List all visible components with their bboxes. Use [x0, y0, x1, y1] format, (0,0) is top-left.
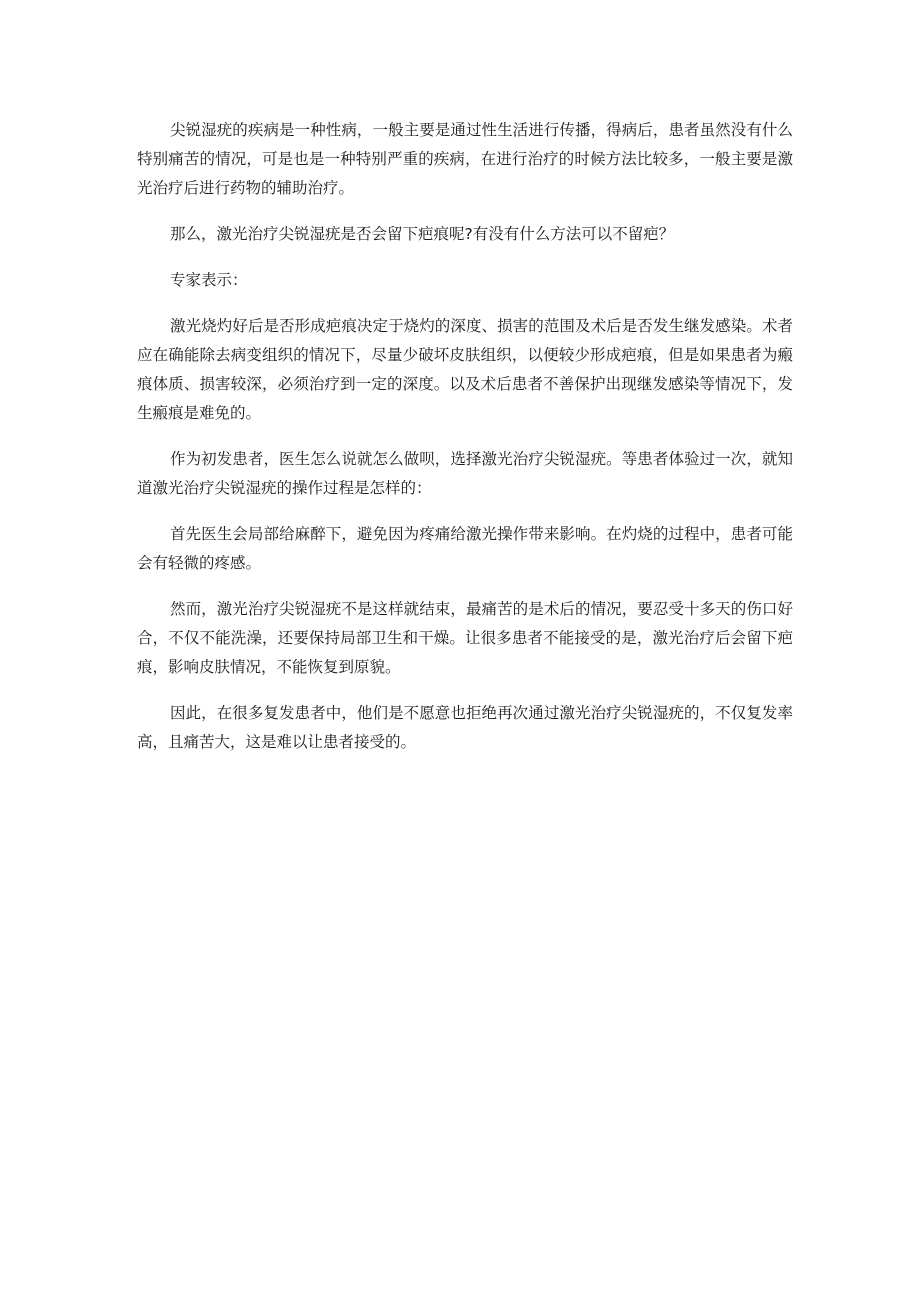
document-body: [137, 116, 793, 774]
paragraph-first-patient: 作为初发患者，医生怎么说就怎么做呗，选择激光治疗尖锐湿疣。等患者体验过一次，就知道激光治疗尖锐湿疣的操作过程是怎样的：: [137, 450, 793, 497]
paragraph-expert-says: 专家表示：: [170, 271, 248, 289]
paragraph-question: 那么，激光治疗尖锐湿疣是否会留下疤痕呢?有没有什么方法可以不留疤？: [170, 225, 675, 243]
paragraph-intro: 尖锐湿疣的疾病是一种性病，一般主要是通过性生活进行传播，得病后，患者虽然没有什么特别痛苦的情况，可是也是一种特别严重的疾病，在进行治疗的时候方法比较多，一般主要是激光治疗后进行药物的辅助治疗。: [137, 121, 793, 197]
paragraph-anesthesia: 首先医生会局部给麻醉下，避免因为疼痛给激光操作带来影响。在灼烧的过程中，患者可能会有轻微的疼感。: [137, 525, 793, 572]
paragraph-aftercare: 然而，激光治疗尖锐湿疣不是这样就结束，最痛苦的是术后的情况，要忍受十多天的伤口好合，不仅不能洗澡，还要保持局部卫生和干燥。让很多患者不能接受的是，激光治疗后会留下疤痕，影响皮肤情况，不能恢复到原貌。: [137, 600, 793, 676]
paragraph-scar-factors: 激光烧灼好后是否形成疤痕决定于烧灼的深度、损害的范围及术后是否发生继发感染。术者应在确能除去病变组织的情况下，尽量少破坏皮肤组织，以便较少形成疤痕，但是如果患者为瘢痕体质、损害较深，必须治疗到一定的深度。以及术后患者不善保护出现继发感染等情况下，发生瘢痕是难免的。: [137, 317, 793, 422]
paragraph-conclusion: 因此，在很多复发患者中，他们是不愿意也拒绝再次通过激光治疗尖锐湿疣的，不仅复发率高，且痛苦大，这是难以让患者接受的。: [137, 704, 793, 751]
